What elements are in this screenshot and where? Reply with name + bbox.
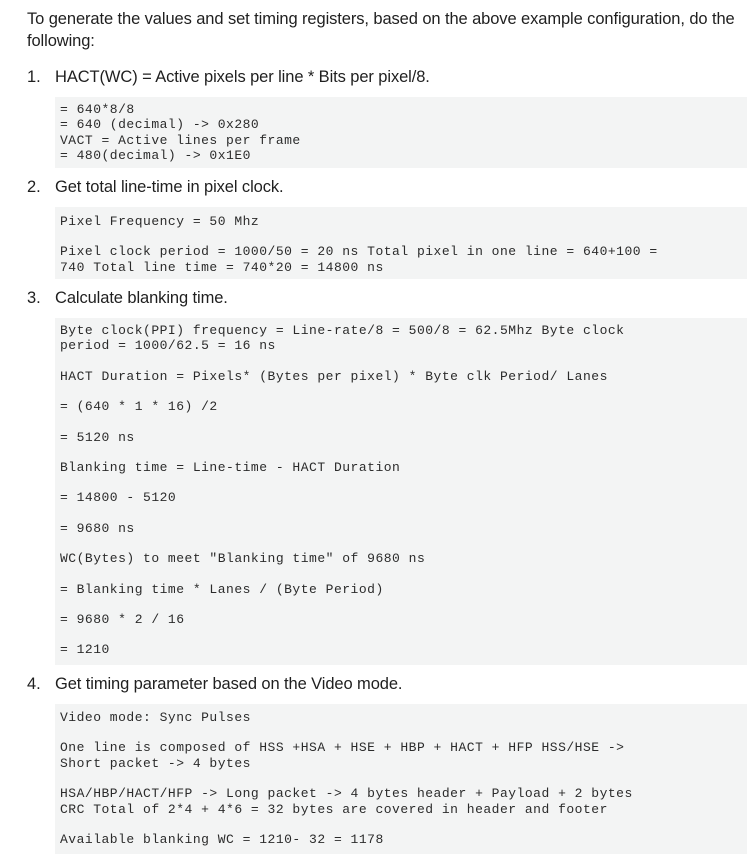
step-number: 3. — [27, 289, 41, 307]
step-heading — [27, 176, 747, 198]
code-line: Available blanking WC = 1210- 32 = 1178 — [60, 832, 384, 848]
step-title: Get total line-time in pixel clock. — [55, 178, 284, 196]
step-1 — [27, 66, 747, 168]
code-paragraph — [60, 460, 747, 475]
document-body — [27, 8, 747, 854]
code-line: Byte clock(PPI) frequency = Line-rate/8 = 500/8 = 62.5Mhz Byte clock — [60, 323, 625, 338]
code-line: = 9680 ns — [60, 520, 135, 536]
code-paragraph — [60, 323, 747, 354]
step-3 — [27, 287, 747, 665]
intro-paragraph: To generate the values and set timing registers, based on the above example configuration, do the following: — [27, 10, 735, 50]
code-line: = 640*8/8 — [60, 102, 135, 117]
code-line: = 480(decimal) -> 0x1E0 — [60, 148, 251, 164]
code-paragraph — [60, 214, 747, 229]
step-2 — [27, 176, 747, 279]
code-paragraph — [60, 740, 747, 771]
code-line: One line is composed of HSS +HSA + HSE + HBP + HACT + HFP HSS/HSE -> — [60, 740, 625, 756]
code-line: WC(Bytes) to meet "Blanking time" of 9680 ns — [60, 551, 426, 567]
code-line: = 5120 ns — [60, 429, 135, 445]
code-paragraph — [60, 786, 747, 817]
step-heading — [27, 287, 747, 309]
code-line: = Blanking time * Lanes / (Byte Period) — [60, 581, 384, 597]
code-paragraph — [60, 369, 747, 384]
code-line: Blanking time = Line-time - HACT Duration — [60, 460, 401, 476]
code-paragraph — [60, 642, 747, 657]
code-line: = (640 * 1 * 16) /2 — [60, 399, 218, 415]
steps-list — [27, 66, 747, 854]
code-line: Pixel clock period = 1000/50 = 20 ns Total pixel in one line = 640+100 = — [60, 244, 658, 260]
code-paragraph — [60, 430, 747, 445]
code-block — [55, 97, 747, 168]
code-line: 740 Total line time = 740*20 = 14800 ns — [60, 259, 384, 275]
code-paragraph — [60, 710, 747, 725]
step-number: 2. — [27, 178, 41, 196]
code-line: CRC Total of 2*4 + 4*6 = 32 bytes are covered in header and footer — [60, 801, 608, 817]
code-block — [55, 207, 747, 279]
step-4 — [27, 673, 747, 854]
code-paragraph — [60, 521, 747, 536]
code-line: = 9680 * 2 / 16 — [60, 612, 185, 628]
code-paragraph — [60, 399, 747, 414]
code-line: Pixel Frequency = 50 Mhz — [60, 214, 260, 229]
code-line: = 14800 - 5120 — [60, 490, 177, 506]
step-number: 4. — [27, 675, 41, 693]
code-line: = 640 (decimal) -> 0x280 — [60, 117, 260, 133]
step-number: 1. — [27, 68, 41, 86]
code-line: Video mode: Sync Pulses — [60, 710, 251, 725]
code-line: HSA/HBP/HACT/HFP -> Long packet -> 4 bytes header + Payload + 2 bytes — [60, 786, 633, 802]
code-line: period = 1000/62.5 = 16 ns — [60, 338, 276, 354]
code-paragraph — [60, 244, 747, 275]
step-heading — [27, 673, 747, 695]
code-line: Short packet -> 4 bytes — [60, 755, 251, 771]
code-paragraph — [60, 832, 747, 847]
step-title: Calculate blanking time. — [55, 289, 228, 307]
code-paragraph — [60, 582, 747, 597]
code-paragraph — [60, 102, 747, 164]
code-paragraph — [60, 612, 747, 627]
code-block — [55, 704, 747, 854]
code-line: = 1210 — [60, 642, 110, 658]
step-title: HACT(WC) = Active pixels per line * Bits per pixel/8. — [55, 68, 430, 86]
step-heading — [27, 66, 747, 88]
code-paragraph — [60, 490, 747, 505]
code-paragraph — [60, 551, 747, 566]
code-line: HACT Duration = Pixels* (Bytes per pixel) * Byte clk Period/ Lanes — [60, 368, 608, 384]
code-block — [55, 318, 747, 665]
step-title: Get timing parameter based on the Video mode. — [55, 675, 403, 693]
code-line: VACT = Active lines per frame — [60, 132, 301, 148]
